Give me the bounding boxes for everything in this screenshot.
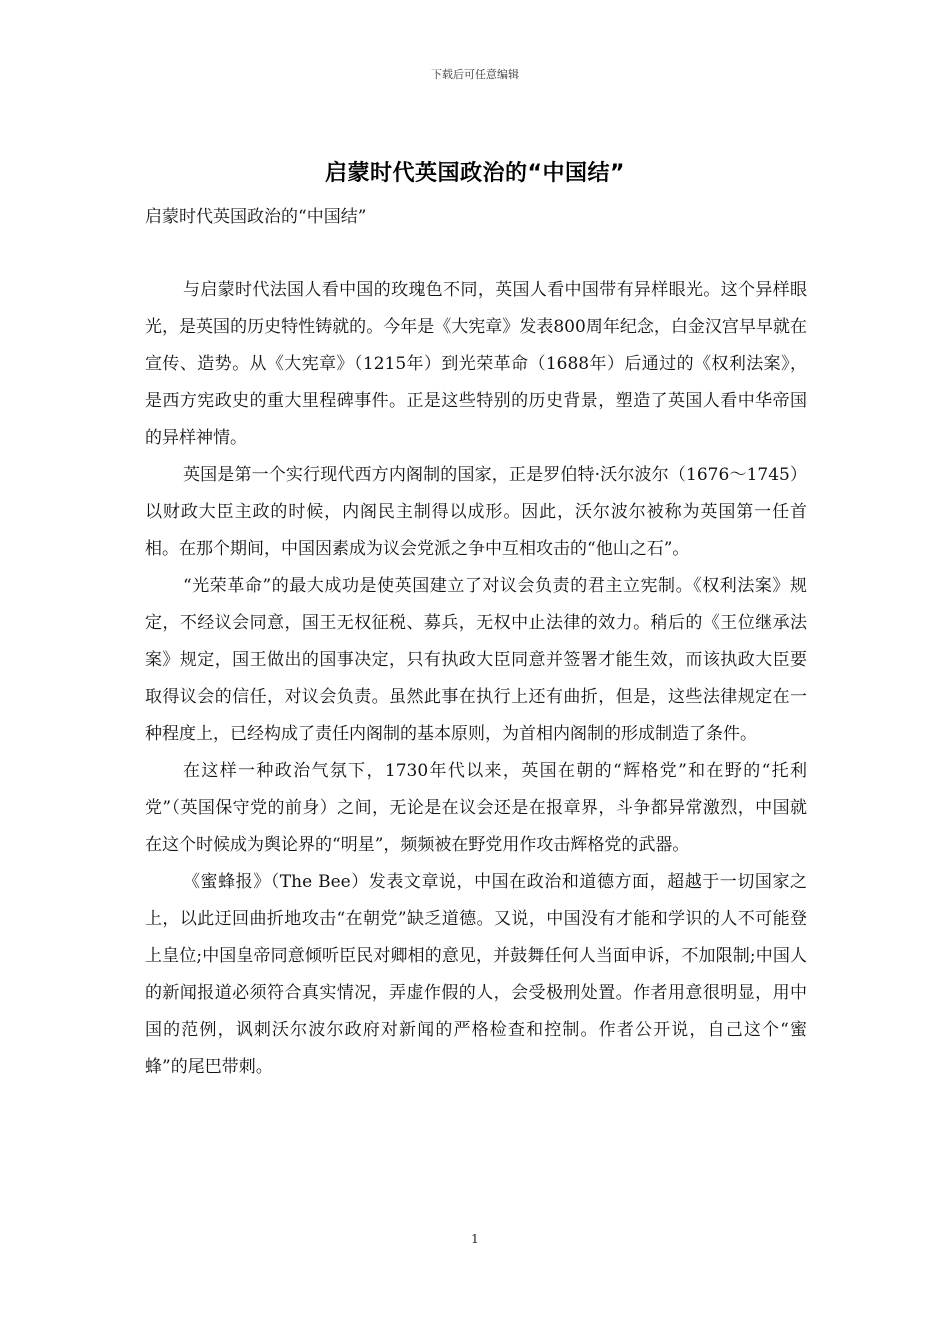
paragraph-2: 英国是第一个实行现代西方内阁制的国家，正是罗伯特·沃尔波尔（1676～1745）以财政大臣主政的时候，内阁民主制得以成形。因此，沃尔波尔被称为英国第一任首相。在那个期间，中国因素成为议会党派之争中互相攻击的“他山之石”。	[145, 465, 807, 559]
paragraph-4: 在这样一种政治气氛下，1730年代以来，英国在朝的“辉格党”和在野的“托利党”（英国保守党的前身）之间，无论是在议会还是在报章界，斗争都异常激烈，中国就在这个时候成为舆论界的“明星”，频频被在野党用作攻击辉格党的武器。	[145, 761, 807, 855]
document-body	[145, 272, 807, 1086]
paragraph-5: 《蜜蜂报》（The Bee）发表文章说，中国在政治和道德方面，超越于一切国家之上，以此迂回曲折地攻击“在朝党”缺乏道德。又说，中国没有才能和学识的人不可能登上皇位;中国皇帝同意倾听臣民对卿相的意见，并鼓舞任何人当面申诉，不加限制;中国人的新闻报道必须符合真实情况，弄虚作假的人，会受极刑处置。作者用意很明显，用中国的范例，讽刺沃尔波尔政府对新闻的严格检查和控制。作者公开说，自己这个“蜜蜂”的尾巴带刺。	[145, 872, 807, 1077]
page-header: 下载后可任意编辑	[431, 68, 519, 81]
paragraph-3: “光荣革命”的最大成功是使英国建立了对议会负责的君主立宪制。《权利法案》规定，不经议会同意，国王无权征税、募兵，无权中止法律的效力。稍后的《王位继承法案》规定，国王做出的国事决定，只有执政大臣同意并签署才能生效，而该执政大臣要取得议会的信任，对议会负责。虽然此事在执行上还有曲折，但是，这些法律规定在一种程度上，已经构成了责任内阁制的基本原则，为首相内阁制的形成制造了条件。	[145, 576, 807, 744]
page-number: 1	[471, 1232, 479, 1246]
paragraph-1: 与启蒙时代法国人看中国的玫瑰色不同，英国人看中国带有异样眼光。这个异样眼光，是英国的历史特性铸就的。今年是《大宪章》发表800周年纪念，白金汉宫早早就在宣传、造势。从《大宪章》（1215年）到光荣革命（1688年）后通过的《权利法案》，是西方宪政史的重大里程碑事件。正是这些特别的历史背景，塑造了英国人看中华帝国的异样神情。	[145, 280, 807, 448]
document-title: 启蒙时代英国政治的“中国结”	[325, 161, 625, 186]
document-subtitle: 启蒙时代英国政治的“中国结”	[145, 207, 367, 227]
